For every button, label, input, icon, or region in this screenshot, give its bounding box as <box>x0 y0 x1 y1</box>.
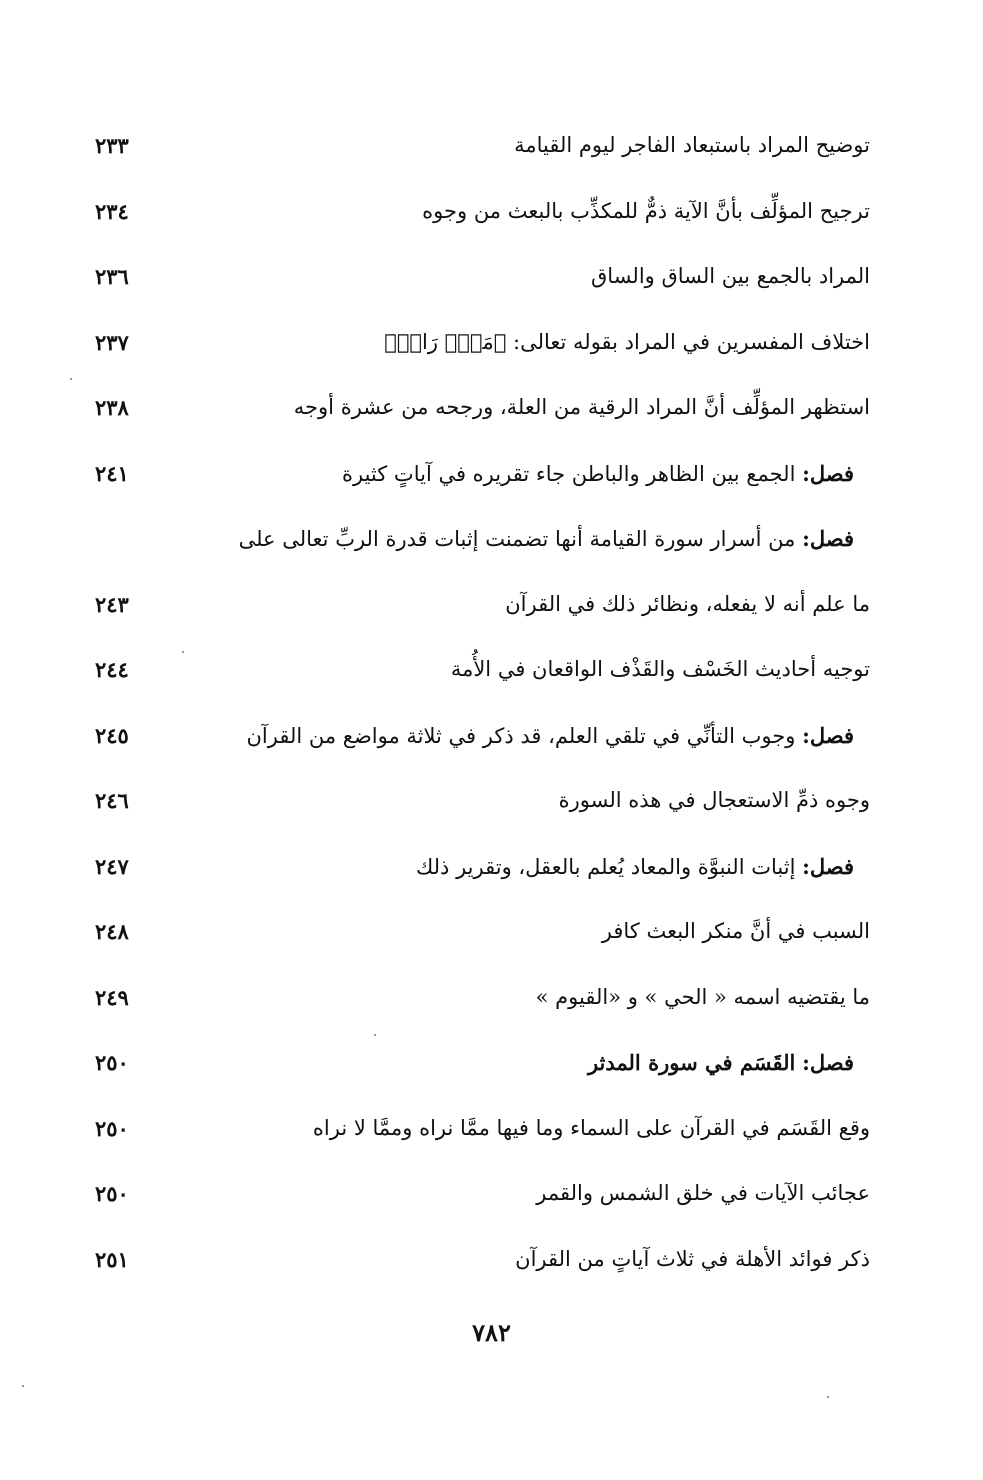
section-prefix: فصل: <box>802 853 854 879</box>
toc-entry-page: ٢٣٤ <box>95 198 129 224</box>
toc-row <box>95 781 870 847</box>
toc-row <box>95 1174 870 1240</box>
toc-entry-page: ٢٣٦ <box>95 264 129 289</box>
toc-entry-page: ٢٤٨ <box>95 919 129 944</box>
toc-entry-text: ما يقتضيه اسمه « الحي » و «القيوم » <box>535 984 870 1009</box>
toc-row <box>95 519 870 585</box>
toc-entry-page: ٢٤١ <box>95 460 129 486</box>
toc-row <box>95 454 870 520</box>
table-of-contents <box>95 126 870 1305</box>
toc-entry-page: ٢٤٣ <box>95 591 129 617</box>
toc-row <box>95 716 870 782</box>
toc-row <box>95 1109 870 1175</box>
toc-entry-text: اختلاف المفسرين في المراد بقوله تعالى: ﴿مَنۡۜ رَاقٖ﴾ <box>384 329 870 354</box>
toc-entry-text: توجيه أحاديث الخَسْف والقَذْف الواقعان في الأُمة <box>450 657 870 681</box>
toc-entry-text <box>588 1049 854 1077</box>
toc-row <box>95 650 870 716</box>
toc-row <box>95 192 870 258</box>
toc-entry-text: وجوه ذمِّ الاستعجال في هذه السورة <box>558 788 870 812</box>
scan-speck <box>70 378 72 380</box>
section-prefix: فصل: <box>802 1050 854 1075</box>
toc-row <box>95 847 870 913</box>
toc-entry-page: ٢٥٠ <box>95 1115 129 1141</box>
toc-entry-text: وقع القَسَم في القرآن على السماء وما فيها ممَّا نراه وممَّا لا نراه <box>312 1115 870 1140</box>
toc-entry-text: السبب في أنَّ منكر البعث كافر <box>601 919 870 943</box>
toc-row <box>95 323 870 389</box>
page-number: ٧٨٢ <box>472 1318 511 1347</box>
scan-speck <box>827 1396 829 1398</box>
toc-row <box>95 126 870 192</box>
toc-entry-page: ٢٣٧ <box>95 329 129 355</box>
toc-entry-page: ٢٤٧ <box>95 853 129 879</box>
toc-entry-text: استظهر المؤلِّف أنَّ المراد الرقية من العلة، ورجحه من عشرة أوجه <box>293 395 870 419</box>
section-prefix: فصل: <box>802 526 854 551</box>
section-title: الجمع بين الظاهر والباطن جاء تقريره في آياتٍ كثيرة <box>342 461 796 486</box>
toc-entry-page: ٢٣٣ <box>95 133 129 158</box>
toc-row <box>95 978 870 1044</box>
toc-entry-page: ٢٤٦ <box>95 788 129 813</box>
toc-entry-text <box>239 525 854 553</box>
toc-entry-page: ٢٤٩ <box>95 984 129 1010</box>
toc-row <box>95 257 870 323</box>
toc-entry-text: عجائب الآيات في خلق الشمس والقمر <box>536 1181 870 1205</box>
toc-entry-text <box>342 460 854 488</box>
toc-row <box>95 388 870 454</box>
section-title: وجوب التأنِّي في تلقي العلم، قد ذكر في ثلاثة مواضع من القرآن <box>246 723 796 748</box>
toc-entry-page: ٢٥٠ <box>95 1050 129 1075</box>
toc-entry-text: المراد بالجمع بين الساق والساق <box>591 264 870 288</box>
toc-entry-text <box>246 722 854 750</box>
scan-speck <box>182 651 184 653</box>
toc-row <box>95 1043 870 1109</box>
section-title: من أسرار سورة القيامة أنها تضمنت إثبات قدرة الربِّ تعالى على <box>238 527 796 551</box>
toc-entry-text: ترجيح المؤلِّف بأنَّ الآية ذمٌّ للمكذِّب بالبعث من وجوه <box>422 198 870 223</box>
section-prefix: فصل: <box>802 460 854 486</box>
toc-entry-page: ٢٤٥ <box>95 722 129 748</box>
toc-entry-page: ٢٥٠ <box>95 1181 129 1206</box>
toc-entry-text <box>416 853 854 881</box>
toc-entry-page: ٢٥١ <box>95 1246 129 1272</box>
toc-row <box>95 912 870 978</box>
toc-row <box>95 1240 870 1306</box>
toc-entry-page: ٢٤٤ <box>95 657 129 682</box>
section-title: إثبات النبوَّة والمعاد يُعلم بالعقل، وتقرير ذلك <box>415 854 796 879</box>
toc-entry-page: ٢٣٨ <box>95 395 129 420</box>
scan-speck <box>22 1385 24 1387</box>
scan-speck <box>374 1034 376 1036</box>
toc-entry-text: ذكر فوائد الأهلة في ثلاث آياتٍ من القرآن <box>515 1246 870 1271</box>
section-title: القَسَم في سورة المدثر <box>587 1050 796 1075</box>
toc-entry-text: توضيح المراد باستبعاد الفاجر ليوم القيامة <box>514 133 870 157</box>
section-prefix: فصل: <box>802 722 854 748</box>
toc-entry-text: ما علم أنه لا يفعله، ونظائر ذلك في القرآن <box>505 591 870 616</box>
toc-row <box>95 585 870 651</box>
